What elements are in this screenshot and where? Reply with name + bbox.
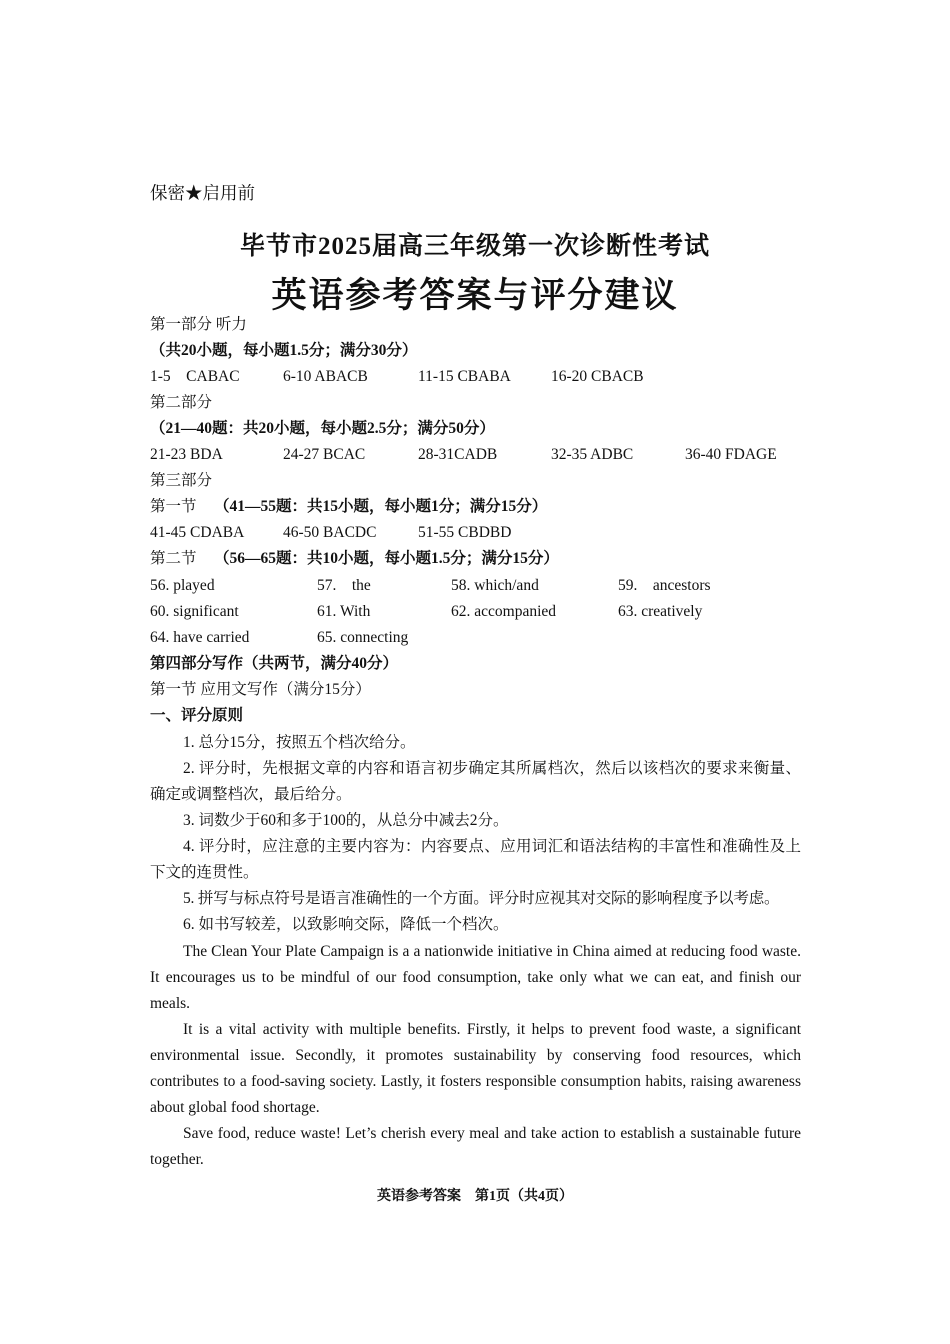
part1-answer-3: 11-15 CBABA — [418, 368, 511, 385]
part3-section1-label: 第一节 — [150, 498, 197, 515]
part3-section2-note: （56—65题：共10小题，每小题1.5分；满分15分） — [214, 550, 559, 567]
exam-title: 毕节市2025届高三年级第一次诊断性考试 — [239, 233, 710, 260]
part4-title: 第四部分写作（共两节，满分40分） — [150, 655, 399, 672]
part2-answer-2: 24-27 BCAC — [283, 446, 366, 463]
part3-s2-answer: 57. the — [317, 577, 371, 594]
part4-section1: 第一节 应用文写作（满分15分） — [150, 681, 371, 698]
part3-title: 第三部分 — [150, 472, 213, 489]
principle-item: 5. 拼写与标点符号是语言准确性的一个方面。评分时应视其对交际的影响程度予以考虑。 — [183, 890, 780, 907]
part3-s1-answer-3: 51-55 CBDBD — [418, 524, 512, 541]
sample-paragraph: The Clean Your Plate Campaign is a a nationwide initiative in China aimed at reducing food waste. It encourages us to be mindful of our food consumption, take only what we can eat, and finish our meals. — [150, 943, 801, 1012]
part2-title: 第二部分 — [150, 394, 213, 411]
part3-s1-answer-2: 46-50 BACDC — [283, 524, 377, 541]
sample-paragraph: It is a vital activity with multiple benefits. Firstly, it helps to prevent food waste, a significant environmental issue. Secondly, it promotes sustainability by conserving food resources, which contributes to a food-saving society. Lastly, it fosters responsible consumption habits, raising awareness about global food shortage. — [150, 1021, 801, 1116]
part2-note: （21—40题：共20小题，每小题2.5分；满分50分） — [150, 420, 495, 437]
part3-s2-answer: 63. creatively — [618, 603, 703, 620]
confidential-mark: 保密★启用前 — [150, 183, 255, 203]
part3-s2-answer: 60. significant — [150, 603, 239, 620]
part2-answer-5: 36-40 FDAGE — [685, 446, 777, 463]
part3-s1-answer-1: 41-45 CDABA — [150, 524, 245, 541]
part3-section1-note: （41—55题：共15小题，每小题1分；满分15分） — [214, 498, 548, 515]
part3-s2-answer: 58. which/and — [451, 577, 539, 594]
part2-answer-3: 28-31CADB — [418, 446, 498, 463]
part1-note: （共20小题，每小题1.5分；满分30分） — [150, 342, 418, 359]
part3-s2-answer: 65. connecting — [317, 629, 409, 646]
principle-item: 4. 评分时，应注意的主要内容为：内容要点、应用词汇和语法结构的丰富性和准确性及上下文的连贯性。 — [150, 838, 801, 881]
part1-answer-2: 6-10 ABACB — [283, 368, 368, 385]
principle-item: 1. 总分15分，按照五个档次给分。 — [183, 734, 416, 751]
principle-item: 2. 评分时，先根据文章的内容和语言初步确定其所属档次，然后以该档次的要求来衡量、确定或调整档次，最后给分。 — [150, 760, 801, 803]
part3-s2-answer: 61. With — [317, 603, 371, 620]
part1-title: 第一部分 听力 — [150, 316, 247, 333]
part3-s2-answer: 62. accompanied — [451, 603, 557, 620]
page-footer: 英语参考答案 第1页（共4页） — [377, 1189, 573, 1204]
part3-section2-label: 第二节 — [150, 550, 197, 567]
principles-title: 一、评分原则 — [150, 707, 244, 724]
principle-item: 3. 词数少于60和多于100的，从总分中减去2分。 — [183, 812, 509, 829]
part3-s2-answer: 59. ancestors — [618, 577, 711, 594]
principle-item: 6. 如书写较差，以致影响交际，降低一个档次。 — [183, 916, 509, 933]
part2-answer-4: 32-35 ADBC — [551, 446, 634, 463]
part3-s2-answer: 64. have carried — [150, 629, 250, 646]
part3-s2-answer: 56. played — [150, 577, 215, 594]
part2-answer-1: 21-23 BDA — [150, 446, 223, 463]
document-title: 英语参考答案与评分建议 — [271, 276, 679, 315]
part1-answer-4: 16-20 CBACB — [551, 368, 644, 385]
part1-answer-1: 1-5 CABAC — [150, 368, 240, 385]
sample-paragraph: Save food, reduce waste! Let’s cherish every meal and take action to establish a sustainable future together. — [150, 1125, 801, 1168]
